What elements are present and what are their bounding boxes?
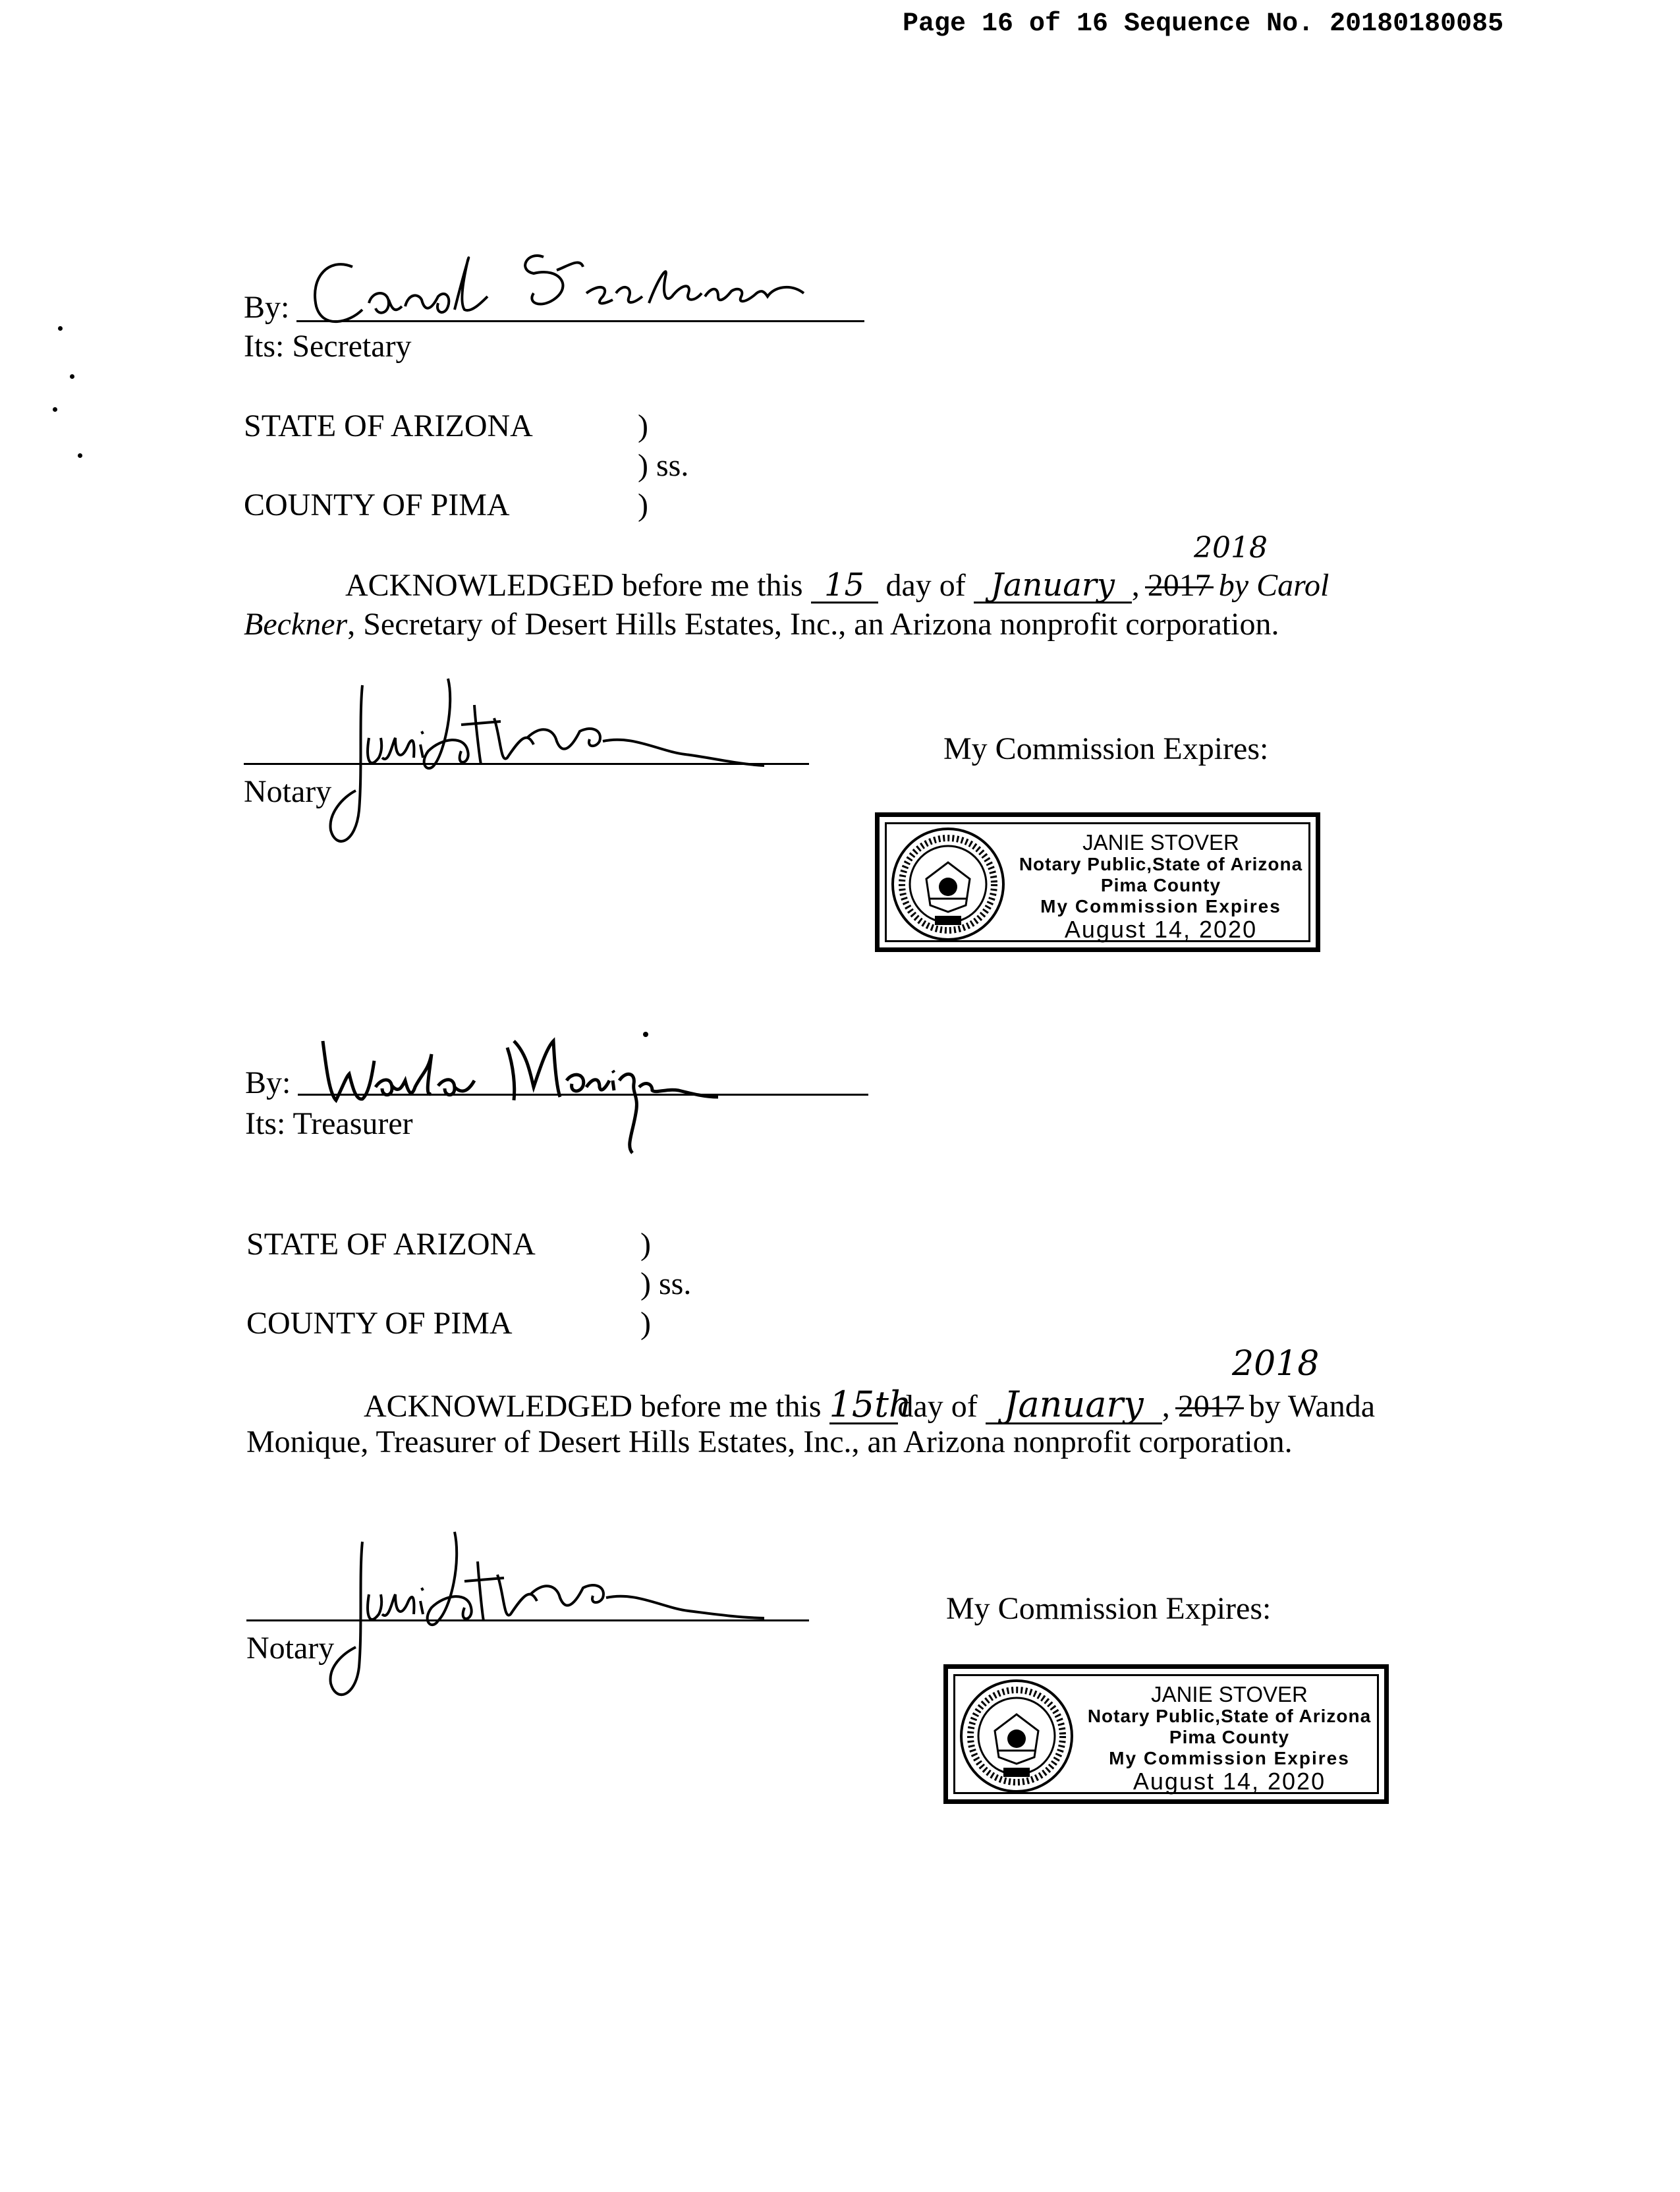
carol-beckner-signature — [290, 231, 870, 343]
stamp-expires-label: My Commission Expires — [1040, 896, 1281, 916]
scan-speck — [58, 326, 63, 331]
day-of-text: day of — [885, 568, 966, 603]
notary-label: Notary — [244, 774, 332, 809]
its-treasurer-label: Its: Treasurer — [245, 1106, 413, 1141]
stamp-title: Notary Public,State of Arizona — [1019, 854, 1303, 874]
its-secretary-label: Its: Secretary — [244, 329, 412, 364]
handwritten-year: 2018 — [1194, 531, 1268, 565]
arizona-seal-icon — [959, 1678, 1075, 1794]
janie-stover-signature — [303, 665, 817, 857]
acknowledgment-line-1: ACKNOWLEDGED before me this 15 day of January , 2017 by Carol — [345, 567, 1330, 604]
struck-year: 2017 — [1177, 1389, 1241, 1424]
scan-speck — [70, 374, 74, 379]
paren: ) — [640, 1227, 651, 1262]
county-label: COUNTY OF PIMA — [244, 488, 510, 522]
paren: ) — [638, 488, 648, 522]
acknowledgment-line-1: ACKNOWLEDGED before me this 15thday of January , 2017 by Wanda — [364, 1384, 1375, 1425]
commission-expires-label: My Commission Expires: — [946, 1591, 1272, 1626]
notary-stamp — [875, 812, 1320, 952]
day-of-text: day of — [897, 1389, 978, 1424]
day-field: 15th — [829, 1384, 912, 1425]
ss-label: ) ss. — [638, 448, 689, 483]
stamp-county: Pima County — [1169, 1727, 1290, 1747]
arizona-seal-icon — [890, 826, 1006, 942]
handwritten-year: 2018 — [1232, 1344, 1320, 1384]
wanda-monique-signature — [296, 1015, 876, 1166]
county-label: COUNTY OF PIMA — [246, 1306, 513, 1341]
by-name-text: by Wanda — [1248, 1389, 1375, 1424]
day-field: 15 — [811, 569, 878, 604]
scan-speck — [78, 453, 82, 458]
month-field: January — [986, 1387, 1162, 1424]
ack-text: ACKNOWLEDGED before me this — [345, 568, 803, 603]
by-label: By: — [244, 290, 290, 325]
stamp-county: Pima County — [1100, 875, 1221, 895]
commission-expires-label: My Commission Expires: — [943, 731, 1269, 766]
paren: ) — [638, 408, 648, 443]
notary-stamp — [943, 1664, 1389, 1804]
stamp-expires-date: August 14, 2020 — [1133, 1768, 1326, 1795]
notary-label: Notary — [246, 1631, 335, 1666]
stamp-expires-date: August 14, 2020 — [1064, 916, 1258, 943]
ss-label: ) ss. — [640, 1266, 692, 1301]
struck-year: 2017 — [1147, 568, 1211, 603]
by-name-text: by Carol — [1218, 568, 1330, 603]
paren: ) — [640, 1306, 651, 1341]
month-field: January — [974, 569, 1132, 604]
stamp-notary-name: JANIE STOVER — [1151, 1682, 1308, 1706]
ack-text: ACKNOWLEDGED before me this — [364, 1389, 822, 1424]
acknowledgment-line-2: Monique, Treasurer of Desert Hills Estates, Inc., an Arizona nonprofit corporation. — [246, 1424, 1293, 1459]
stamp-expires-label: My Commission Expires — [1109, 1748, 1350, 1768]
page-sequence-header: Page 16 of 16 Sequence No. 20180180085 — [903, 9, 1504, 39]
state-label: STATE OF ARIZONA — [246, 1227, 536, 1262]
scan-speck — [53, 407, 57, 412]
stamp-notary-name: JANIE STOVER — [1082, 830, 1239, 855]
by-label: By: — [245, 1065, 291, 1100]
state-label: STATE OF ARIZONA — [244, 408, 533, 443]
stamp-title: Notary Public,State of Arizona — [1087, 1706, 1372, 1726]
janie-stover-signature — [303, 1515, 817, 1706]
acknowledgment-line-2: Beckner, Secretary of Desert Hills Estates, Inc., an Arizona nonprofit corporation. — [244, 607, 1279, 642]
